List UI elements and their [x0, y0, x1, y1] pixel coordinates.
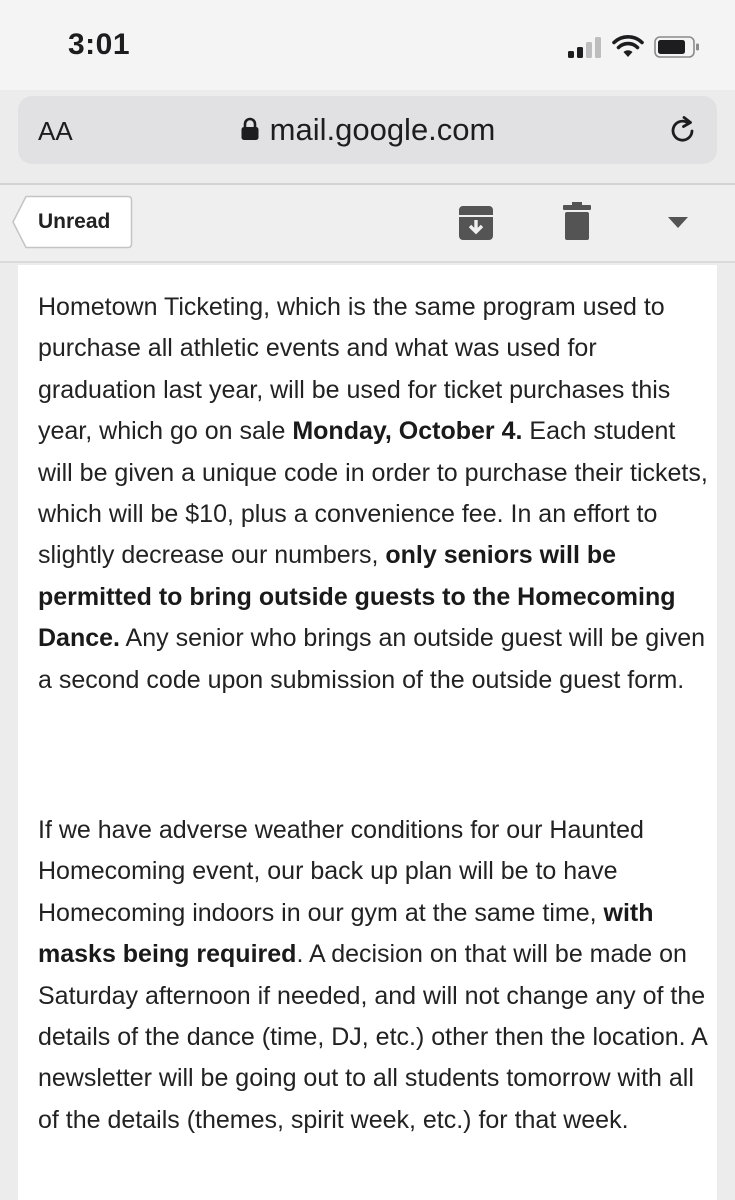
- paragraph-text: . A decision on that will be made on Saturday afternoon if needed, and will not change any of the details of the dance (time, DJ, etc.) other then the location. A newsletter will be going out to all students tomorrow with all of the details (themes, spirit week, etc.) for that week.: [38, 940, 707, 1134]
- url-display[interactable]: [18, 112, 717, 148]
- paragraph-bold-text: only seniors will be permitted to bring outside guests to the Homecoming Dance.: [38, 541, 676, 653]
- trash-icon[interactable]: [563, 202, 591, 240]
- paragraph-text: Any senior who brings an outside guest will be given a second code upon submission of the outside guest form.: [38, 624, 706, 694]
- paragraph-text: Hometown Ticketing, which is the same program used to purchase all athletic events and what was used for graduation last year, will be used for ticket purchases this year, which go on sale: [38, 293, 671, 446]
- paragraph-text: Each student will be given a unique code in order to purchase their tickets, which will be $10, plus a convenience fee. In an effort to slightly decrease our numbers,: [38, 417, 708, 570]
- status-time: 3:01: [68, 28, 131, 61]
- mail-toolbar: [0, 185, 735, 263]
- status-bar: [0, 0, 735, 90]
- reload-icon[interactable]: [667, 114, 699, 146]
- dropdown-caret-icon[interactable]: [668, 217, 688, 228]
- paragraph-bold-text: with masks being required: [38, 898, 654, 969]
- wifi-icon: [612, 34, 644, 58]
- back-to-unread-button[interactable]: [12, 195, 133, 249]
- email-body: [18, 265, 717, 1200]
- email-paragraph: [38, 810, 713, 1141]
- archive-icon[interactable]: [458, 205, 494, 241]
- lock-icon: [240, 117, 260, 141]
- cellular-signal-icon: [568, 36, 602, 58]
- url-text: mail.google.com: [269, 112, 496, 147]
- paragraph-text: If we have adverse weather conditions for our Haunted Homecoming event, our back up plan will be to have Homecoming indoors in our gym at the same time,: [38, 816, 644, 927]
- battery-icon: [654, 36, 700, 58]
- paragraph-bold-text: Monday, October 4.: [292, 417, 523, 446]
- address-bar[interactable]: [18, 96, 717, 164]
- back-button-label: Unread: [38, 210, 111, 233]
- email-paragraph: [38, 287, 713, 701]
- text-size-label: AA: [38, 116, 73, 146]
